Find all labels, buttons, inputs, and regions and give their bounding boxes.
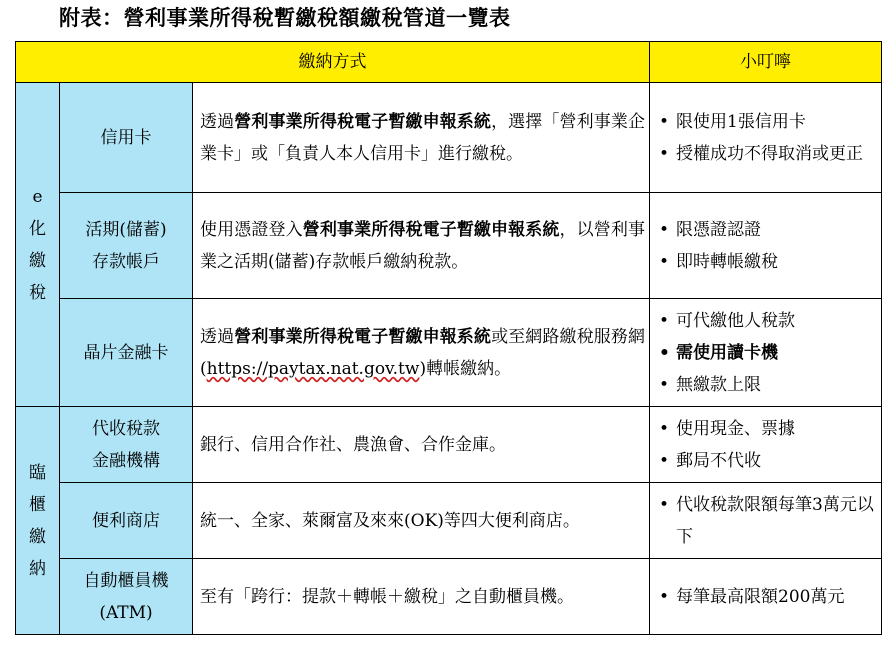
row-tips-chip-card bbox=[650, 299, 882, 407]
table-row bbox=[16, 483, 882, 559]
tip-item: • 無繳款上限 bbox=[658, 369, 877, 401]
tip-item: • 可代繳他人稅款 bbox=[658, 305, 877, 337]
desc-system-name: 營利事業所得稅電子暫繳申報系統 bbox=[302, 219, 560, 240]
row-tips-atm bbox=[650, 559, 882, 635]
group-electronic-label: e化繳稅 bbox=[29, 186, 46, 303]
table-row bbox=[16, 193, 882, 299]
row-label-credit-card: 信用卡 bbox=[60, 83, 193, 193]
row-desc-atm: 至有「跨行：提款＋轉帳＋繳稅」之自動櫃員機。 bbox=[193, 559, 650, 635]
header-method: 繳納方式 bbox=[16, 42, 650, 83]
header-tips: 小叮嚀 bbox=[650, 42, 882, 83]
row-tips-convenience bbox=[650, 483, 882, 559]
row-desc-bank: 銀行、信用合作社、農漁會、合作金庫。 bbox=[193, 407, 650, 483]
row-tips-savings bbox=[650, 193, 882, 299]
row-label-line: 代收稅款 bbox=[92, 418, 160, 439]
row-label-convenience: 便利商店 bbox=[60, 483, 193, 559]
table-row bbox=[16, 559, 882, 635]
group-counter-label: 臨櫃繳納 bbox=[29, 462, 46, 579]
row-desc-savings bbox=[193, 193, 650, 299]
desc-text: 透過 bbox=[200, 326, 235, 347]
tip-item: • 需使用讀卡機 bbox=[658, 337, 877, 369]
desc-system-name: 營利事業所得稅電子暫繳申報系統 bbox=[234, 111, 492, 132]
row-desc-chip-card bbox=[193, 299, 650, 407]
tip-item: • 即時轉帳繳稅 bbox=[658, 246, 877, 278]
row-label-line: 活期(儲蓄) bbox=[85, 219, 167, 240]
row-label-savings bbox=[60, 193, 193, 299]
paytax-link[interactable]: https://paytax.nat.gov.tw bbox=[206, 358, 420, 379]
desc-text: ，選擇「營利事業企業卡」或「負責人本人信用卡」進行繳稅。 bbox=[200, 111, 646, 164]
desc-text: )轉帳繳納。 bbox=[419, 358, 512, 379]
desc-text: 或至網路繳稅服務網( bbox=[200, 326, 646, 379]
payment-channel-table bbox=[15, 41, 882, 635]
tip-item: • 郵局不代收 bbox=[658, 445, 877, 477]
tip-item: • 授權成功不得取消或更正 bbox=[658, 138, 877, 170]
page-title: 附表：營利事業所得稅暫繳稅額繳稅管道一覽表 bbox=[59, 6, 511, 30]
table-row bbox=[16, 407, 882, 483]
tip-item: • 代收稅款限額每筆3萬元以下 bbox=[658, 489, 877, 553]
row-label-line: 金融機構 bbox=[92, 450, 160, 471]
table-header-row bbox=[16, 42, 882, 83]
group-counter bbox=[16, 407, 60, 635]
tip-item: • 每筆最高限額200萬元 bbox=[658, 581, 877, 613]
row-tips-credit-card bbox=[650, 83, 882, 193]
table-row bbox=[16, 83, 882, 193]
row-label-line: (ATM) bbox=[99, 602, 153, 623]
row-desc-convenience: 統一、全家、萊爾富及來來(OK)等四大便利商店。 bbox=[193, 483, 650, 559]
tip-item: • 使用現金、票據 bbox=[658, 413, 877, 445]
row-label-line: 自動櫃員機 bbox=[83, 570, 169, 591]
desc-text: 透過 bbox=[200, 111, 235, 132]
table-row bbox=[16, 299, 882, 407]
group-electronic bbox=[16, 83, 60, 407]
tip-item: • 限憑證認證 bbox=[658, 214, 877, 246]
tip-item: • 限使用1張信用卡 bbox=[658, 106, 877, 138]
row-desc-credit-card bbox=[193, 83, 650, 193]
row-label-line: 存款帳戶 bbox=[92, 251, 160, 272]
row-label-chip-card: 晶片金融卡 bbox=[60, 299, 193, 407]
row-label-bank bbox=[60, 407, 193, 483]
desc-system-name: 營利事業所得稅電子暫繳申報系統 bbox=[234, 326, 492, 347]
row-label-atm bbox=[60, 559, 193, 635]
desc-text: 使用憑證登入 bbox=[200, 219, 303, 240]
row-tips-bank bbox=[650, 407, 882, 483]
desc-text: ，以營利事業之活期(儲蓄)存款帳戶繳納稅款。 bbox=[200, 219, 646, 272]
